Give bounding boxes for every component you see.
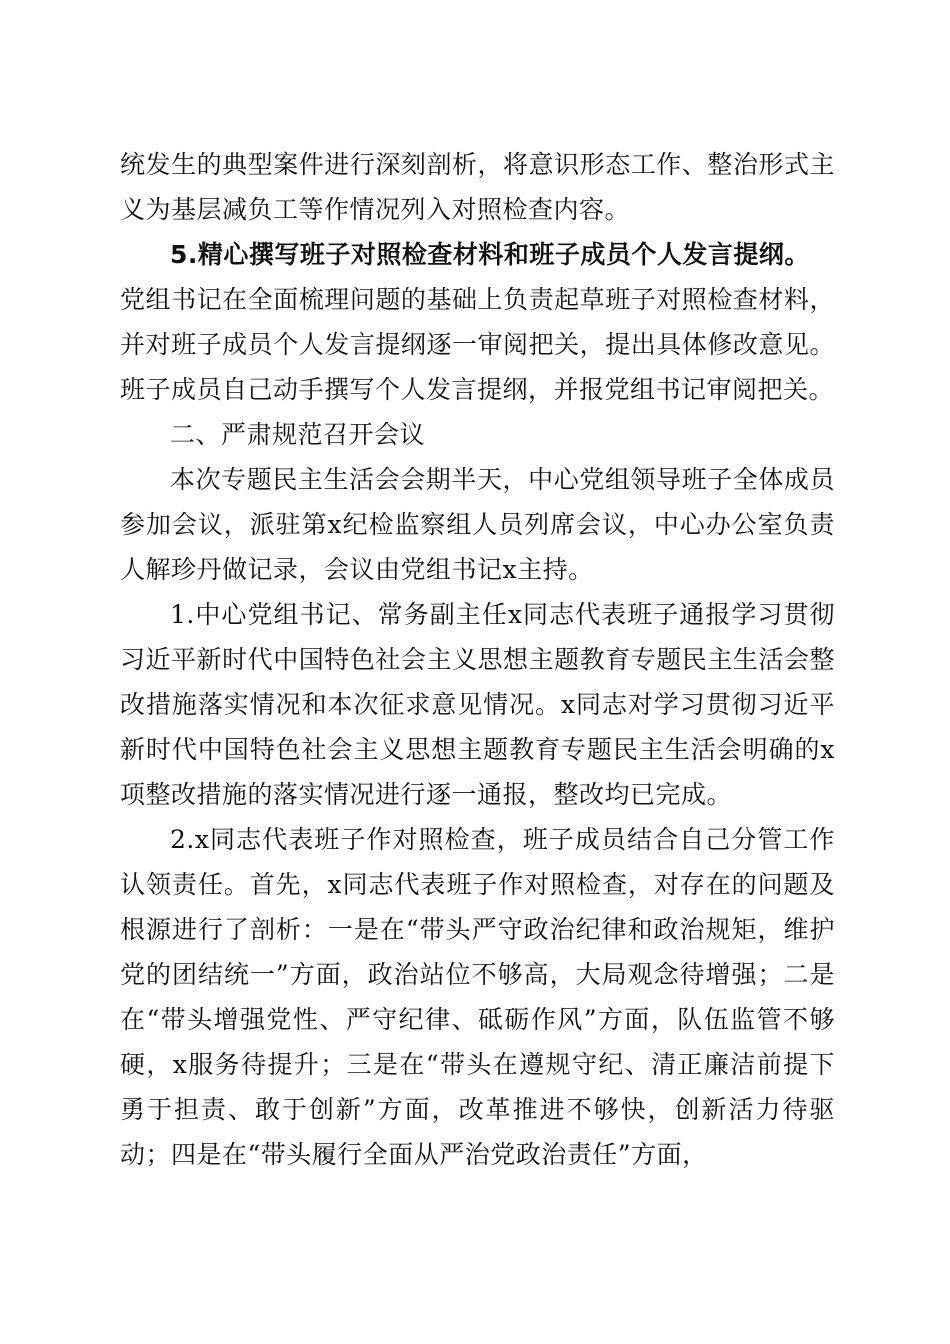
paragraph-item-1: 1.中心党组书记、常务副主任x同志代表班子通报学习贯彻习近平新时代中国特色社会主义思想主题教育专题民主生活会整改措施落实情况和本次征求意见情况。x同志对学习贯彻习近平新时代中国特色社会主义思想主题教育专题民主生活会明确的x项整改措施的落实情况进行逐一通报，整改均已完成。: [120, 600, 835, 809]
paragraph-continuation: 统发生的典型案件进行深刻剖析，将意识形态工作、整治形式主义为基层减负工等作情况列入对照检查内容。: [120, 150, 835, 224]
paragraph-drafting: 党组书记在全面梳理问题的基础上负责起草班子对照检查材料，并对班子成员个人发言提纲逐一审阅把关，提出具体修改意见。班子成员自己动手撰写个人发言提纲，并报党组书记审阅把关。: [120, 285, 835, 404]
paragraph-meeting-info: 本次专题民主生活会会期半天，中心党组领导班子全体成员参加会议，派驻第x纪检监察组人员列席会议，中心办公室负责人解珍丹做记录，会议由党组书记x主持。: [120, 465, 835, 584]
paragraph-item-2: 2.x同志代表班子作对照检查，班子成员结合自己分管工作认领责任。首先，x同志代表班子作对照检查，对存在的问题及根源进行了剖析：一是在“带头严守政治纪律和政治规矩，维护党的团结统一”方面，政治站位不够高，大局观念待增强；二是在“带头增强党性、严守纪律、砥砺作风”方面，队伍监管不够硬，x服务待提升；三是在“带头在遵规守纪、清正廉洁前提下勇于担责、敢于创新”方面，改革推进不够快，创新活力待驱动；四是在“带头履行全面从严治党政治责任”方面，: [120, 825, 835, 1169]
subheading-5: 5.精心撰写班子对照检查材料和班子成员个人发言提纲。: [170, 240, 810, 269]
document-body: [120, 142, 835, 1177]
section-heading-2: 二、严肃规范召开会议: [170, 420, 426, 449]
